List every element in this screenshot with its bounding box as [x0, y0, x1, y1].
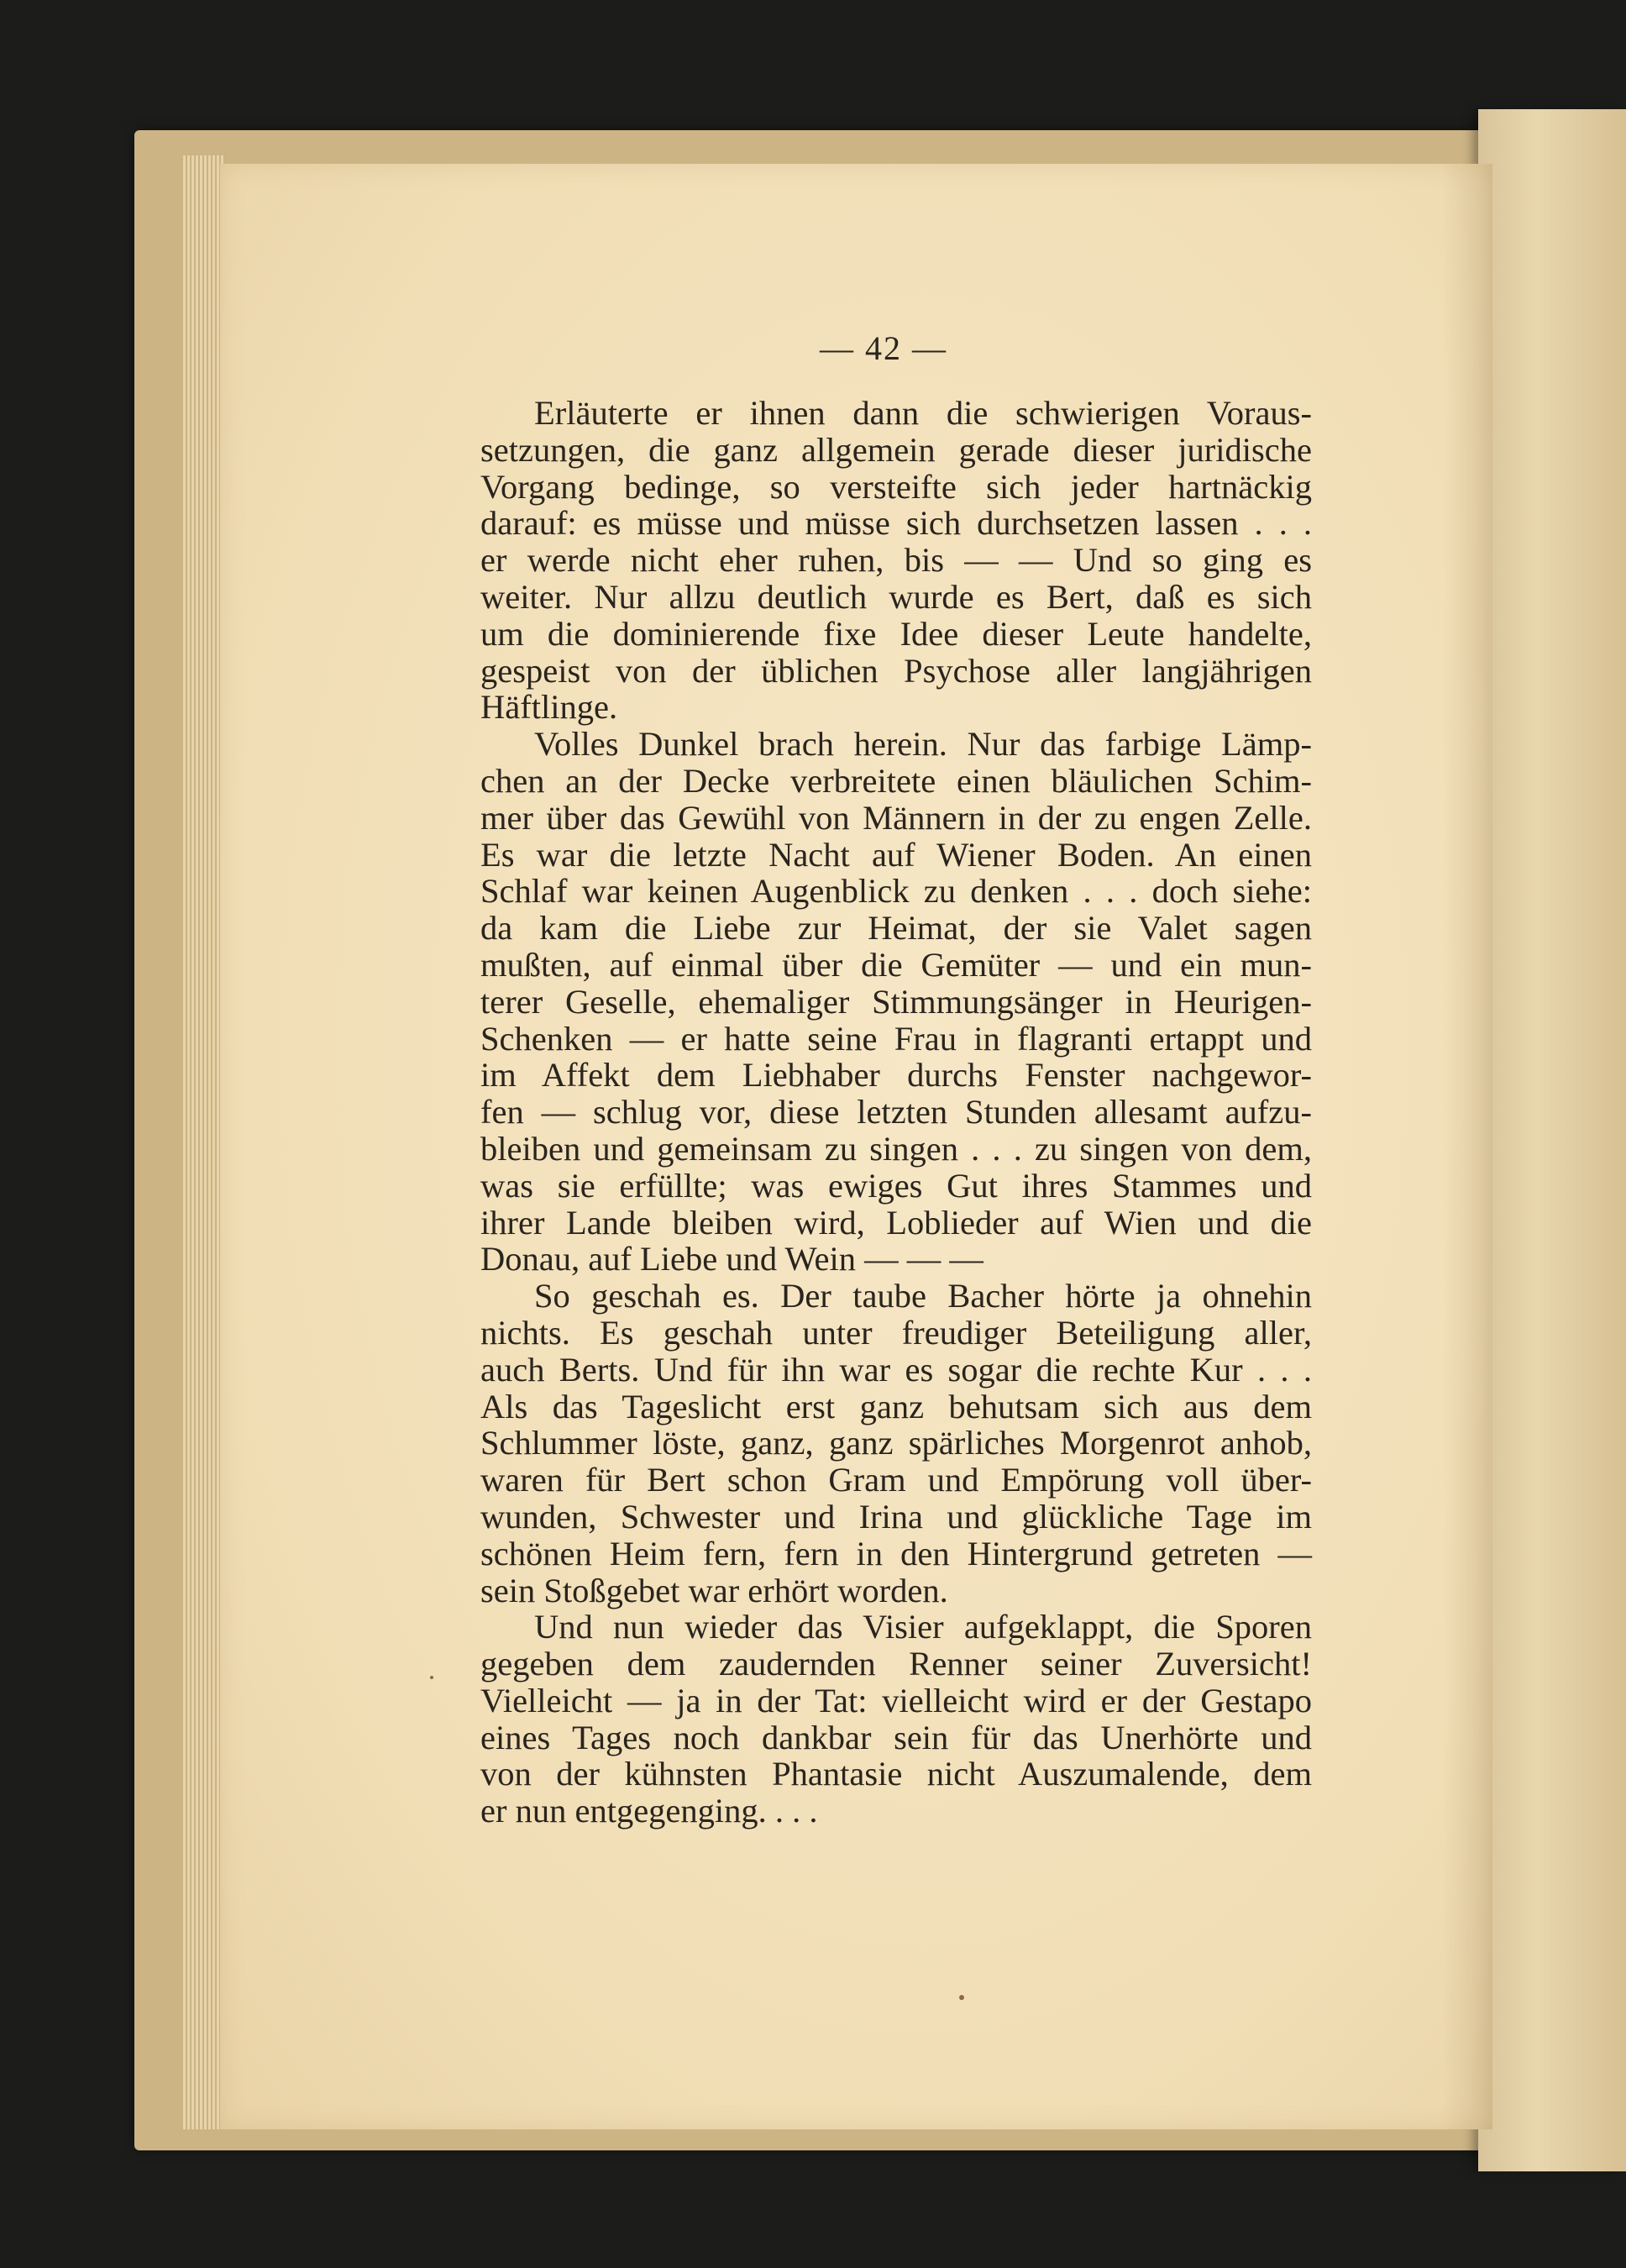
text-line: Vielleicht — ja in der Tat: vielleicht wird er der Gestapo — [480, 1681, 1312, 1719]
text-line: da kam die Liebe zur Heimat, der sie Valet sagen — [480, 909, 1312, 948]
text-line: terer Geselle, ehemaliger Stimmungsänger in Heurigen- — [480, 982, 1312, 1021]
text-line: fen — schlug vor, diese letzten Stunden allesamt aufzu- — [480, 1093, 1312, 1131]
text-line: Schenken — er hatte seine Frau in flagranti ertappt und — [480, 1019, 1312, 1058]
text-line: um die dominierende fixe Idee dieser Leute handelte, — [480, 614, 1312, 653]
text-line: bleiben und gemeinsam zu singen . . . zu singen von dem, — [480, 1129, 1312, 1168]
text-line: Schlaf war keinen Augenblick zu denken . . . doch siehe: — [480, 872, 1312, 911]
text-line: Und nun wieder das Visier aufgeklappt, die Sporen — [534, 1608, 1312, 1646]
text-line: er werde nicht eher ruhen, bis — — Und so ging es — [480, 541, 1312, 580]
text-line: setzungen, die ganz allgemein gerade dieser juridische — [480, 430, 1312, 469]
paragraph — [480, 1278, 1312, 1609]
page-number: — 42 — — [820, 329, 947, 367]
text-line: Als das Tageslicht erst ganz behutsam sich aus dem — [480, 1387, 1312, 1425]
text-line: Schlummer löste, ganz, ganz spärliches Morgenrot anhob, — [480, 1424, 1312, 1462]
text-line: schönen Heim fern, fern in den Hintergrund getreten — — [480, 1534, 1312, 1572]
text-line: Donau, auf Liebe und Wein — — — — [480, 1240, 983, 1278]
text-line: weiter. Nur allzu deutlich wurde es Bert, daß es sich — [480, 577, 1312, 616]
text-line: chen an der Decke verbreitete einen bläulichen Schim- — [480, 761, 1312, 800]
text-line: Erläuterte er ihnen dann die schwierigen Voraus- — [534, 394, 1312, 432]
facing-page-edge — [1478, 109, 1626, 2171]
text-line: gegeben dem zaudernden Renner seiner Zuversicht! — [480, 1645, 1312, 1683]
book-page — [220, 164, 1492, 2129]
text-line: ihrer Lande bleiben wird, Loblieder auf Wien und die — [480, 1203, 1312, 1242]
text-line: mußten, auf einmal über die Gemüter — und ein mun- — [480, 945, 1312, 984]
paragraph — [480, 726, 1312, 1278]
text-line: sein Stoßgebet war erhört worden. — [480, 1571, 948, 1609]
text-line: Vorgang bedinge, so versteifte sich jeder hartnäckig — [480, 467, 1312, 506]
page-edges — [183, 155, 225, 2129]
body-text — [480, 395, 1312, 1830]
text-line: was sie erfüllte; was ewiges Gut ihres Stammes und — [480, 1166, 1312, 1205]
paper-speck — [959, 1995, 964, 2000]
paragraph — [480, 395, 1312, 726]
text-line: So geschah es. Der taube Bacher hörte ja ohnehin — [534, 1277, 1312, 1315]
text-line: darauf: es müsse und müsse sich durchsetzen lassen . . . — [480, 504, 1312, 543]
text-line: Es war die letzte Nacht auf Wiener Boden. An einen — [480, 835, 1312, 874]
text-line: gespeist von der üblichen Psychose aller langjährigen — [480, 651, 1312, 690]
text-line: er nun entgegenging. . . . — [480, 1792, 818, 1830]
text-line: mer über das Gewühl von Männern in der zu engen Zelle. — [480, 798, 1312, 837]
text-line: wunden, Schwester und Irina und glückliche Tage im — [480, 1497, 1312, 1536]
text-line: waren für Bert schon Gram und Empörung voll über- — [480, 1461, 1312, 1499]
text-line: von der kühnsten Phantasie nicht Auszumalende, dem — [480, 1755, 1312, 1793]
paragraph — [480, 1609, 1312, 1830]
text-line: auch Berts. Und für ihn war es sogar die rechte Kur . . . — [480, 1350, 1312, 1389]
text-line: Häftlinge. — [480, 688, 618, 727]
text-line: im Affekt dem Liebhaber durchs Fenster nachgewor- — [480, 1056, 1312, 1095]
text-line: Volles Dunkel brach herein. Nur das farbige Lämp- — [534, 725, 1312, 764]
paper-speck — [430, 1676, 433, 1679]
page-gutter-shadow — [1442, 164, 1492, 2129]
text-line: nichts. Es geschah unter freudiger Beteiligung aller, — [480, 1313, 1312, 1352]
text-line: eines Tages noch dankbar sein für das Unerhörte und — [480, 1718, 1312, 1756]
